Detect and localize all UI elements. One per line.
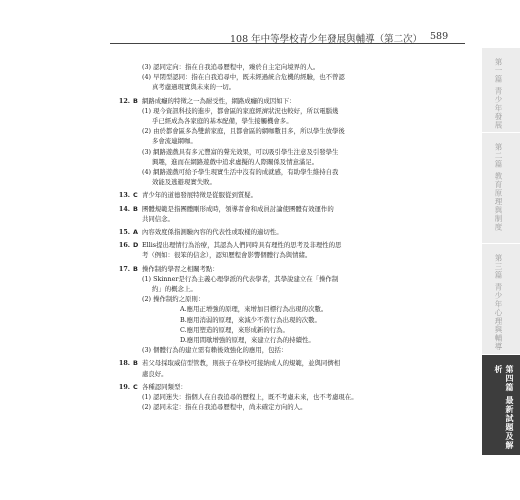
explanation-line: (2) 認同未定：指在自我追尋歷程中，尚未確定方向的人。 [142,403,307,412]
q11-continuation [118,62,418,93]
explanation-line: (3) 網路遊戲具有多元豐富的聲光效果，可以吸引學生注意及引發學生 興趣，進而在網路遊戲中追求虛擬的人際關係及情意滿足。 [142,147,339,166]
book-title: 108 年中等學校青少年發展與輔導（第二次） [230,34,423,45]
explanation-line: 青少年的道德發展特徵是從服從到質疑。 [142,191,258,200]
question-16 [118,240,418,260]
explanation-line: 團體規範是指團體剛形成時，領導者會和成員討論使團體有效運作的 [142,204,334,213]
question-number: 14. [118,204,130,213]
explanation-line: (3) 認同定向：指在自我追尋歷程中，臻於自主定向境界的人。 [142,63,320,71]
question-13 [118,190,418,200]
chapter-tabs [482,48,520,500]
explanation-line: (4) 早閉型認同：指在自我追尋中，既未經過統合危機的經驗，也不曾認 真考慮過現實與未來的一切。 [142,73,345,92]
explanation-line: 若父母採取威信型管教，則孩子在學校可接納成人的規範，並與同儕相 [142,359,341,368]
question-14 [118,204,418,224]
question-15 [118,227,418,237]
explanation-line: 考（例如：很笨的信念），認知歷程會影響個體行為與情緒。 [142,251,312,260]
answer-letter: D [133,241,139,250]
explanation-line: (1) 現今資訊科技的進步，都會區的家庭經濟狀況也較好，所以電腦幾 乎已經成為各家庭的基本配備，學生接觸機會多。 [142,106,339,126]
explanation-line: C.應用塑造的原理，來形成新的行為。 [180,325,289,334]
answer-letter: B [133,96,138,105]
explanation-line: (1) 認同迷失：指個人在自我追尋的歷程上，既不考慮未來，也不考慮現在。 [142,393,358,402]
chapter-tab-3[interactable] [482,244,520,355]
question-number: 18. [118,359,130,368]
explanation-line: 操作制約學習之相關考點： [142,264,219,273]
explanation-line: B.應用消弱的原理，來減少不當行為出現的次數。 [180,315,321,324]
question-17 [118,264,418,356]
answer-explanations [118,62,418,416]
explanation-line: 內容效度係指測驗內容的代表性或取樣的適切性。 [142,228,283,237]
page-number: 589 [430,31,449,42]
question-number: 16. [118,241,130,250]
explanation-line: 處良好。 [142,369,168,378]
explanation-line: 共同信念。 [142,214,174,223]
chapter-tab-4[interactable] [482,355,520,456]
header-rule [110,43,465,44]
answer-letter: C [133,191,138,200]
chapter-tab-1[interactable] [482,48,520,133]
answer-letter: C [133,382,138,391]
question-number: 15. [118,228,130,237]
explanation-line: (1) Skinner是行為主義心理學派的代表學者，其學說建立在「操作制 約」的概念上。 [142,274,339,294]
question-number: 19. [118,382,130,391]
explanation-line: (2) 操作制約之原則： [142,295,205,304]
question-number: 17. [118,264,130,273]
chapter-tab-2[interactable] [482,133,520,244]
explanation-line: D.應用間歇增強的原理，來建立行為的持續性。 [180,336,315,345]
question-12 [118,96,418,188]
answer-letter: B [133,264,138,273]
chapter-tab-label: 第二篇 教育原理與制度 [494,143,503,232]
explanation-line: (2) 由於都會區多為雙薪家庭，且都會區的網咖數目多，所以學生放學後 多會流連網咖。 [142,127,345,146]
explanation-line: Ellis提出理情行為治療，其認為人們同時具有理性的思考及非理性的思 [142,241,342,250]
chapter-tab-label: 第一篇 青少年發展 [494,58,503,130]
explanation-line: (3) 個體行為的建立需有賴後效強化的應用，包括： [142,346,288,355]
answer-letter: A [133,228,138,237]
question-18 [118,358,418,378]
explanation-line: 網路成癮的特徵之一為耐受性，網路成癮的成因如下： [142,96,296,105]
chapter-tab-label: 第三篇 青少年心理與輔導 [494,254,503,351]
chapter-tab-label: 第四篇 最新試題及解析 [494,365,514,450]
question-number: 13. [118,191,130,200]
answer-letter: B [133,204,138,213]
explanation-line: A.應用正增強的原理，來增加目標行為出現的次數。 [180,305,328,314]
answer-letter: B [133,359,138,368]
explanation-line: (4) 網路遊戲可給予學生現實生活中沒有的成就感，有助學生維持自我 效能及逃避現實失敗。 [142,168,339,187]
explanation-line: 各種認同類型： [142,382,187,391]
question-number: 12. [118,96,130,105]
question-19 [118,382,418,413]
